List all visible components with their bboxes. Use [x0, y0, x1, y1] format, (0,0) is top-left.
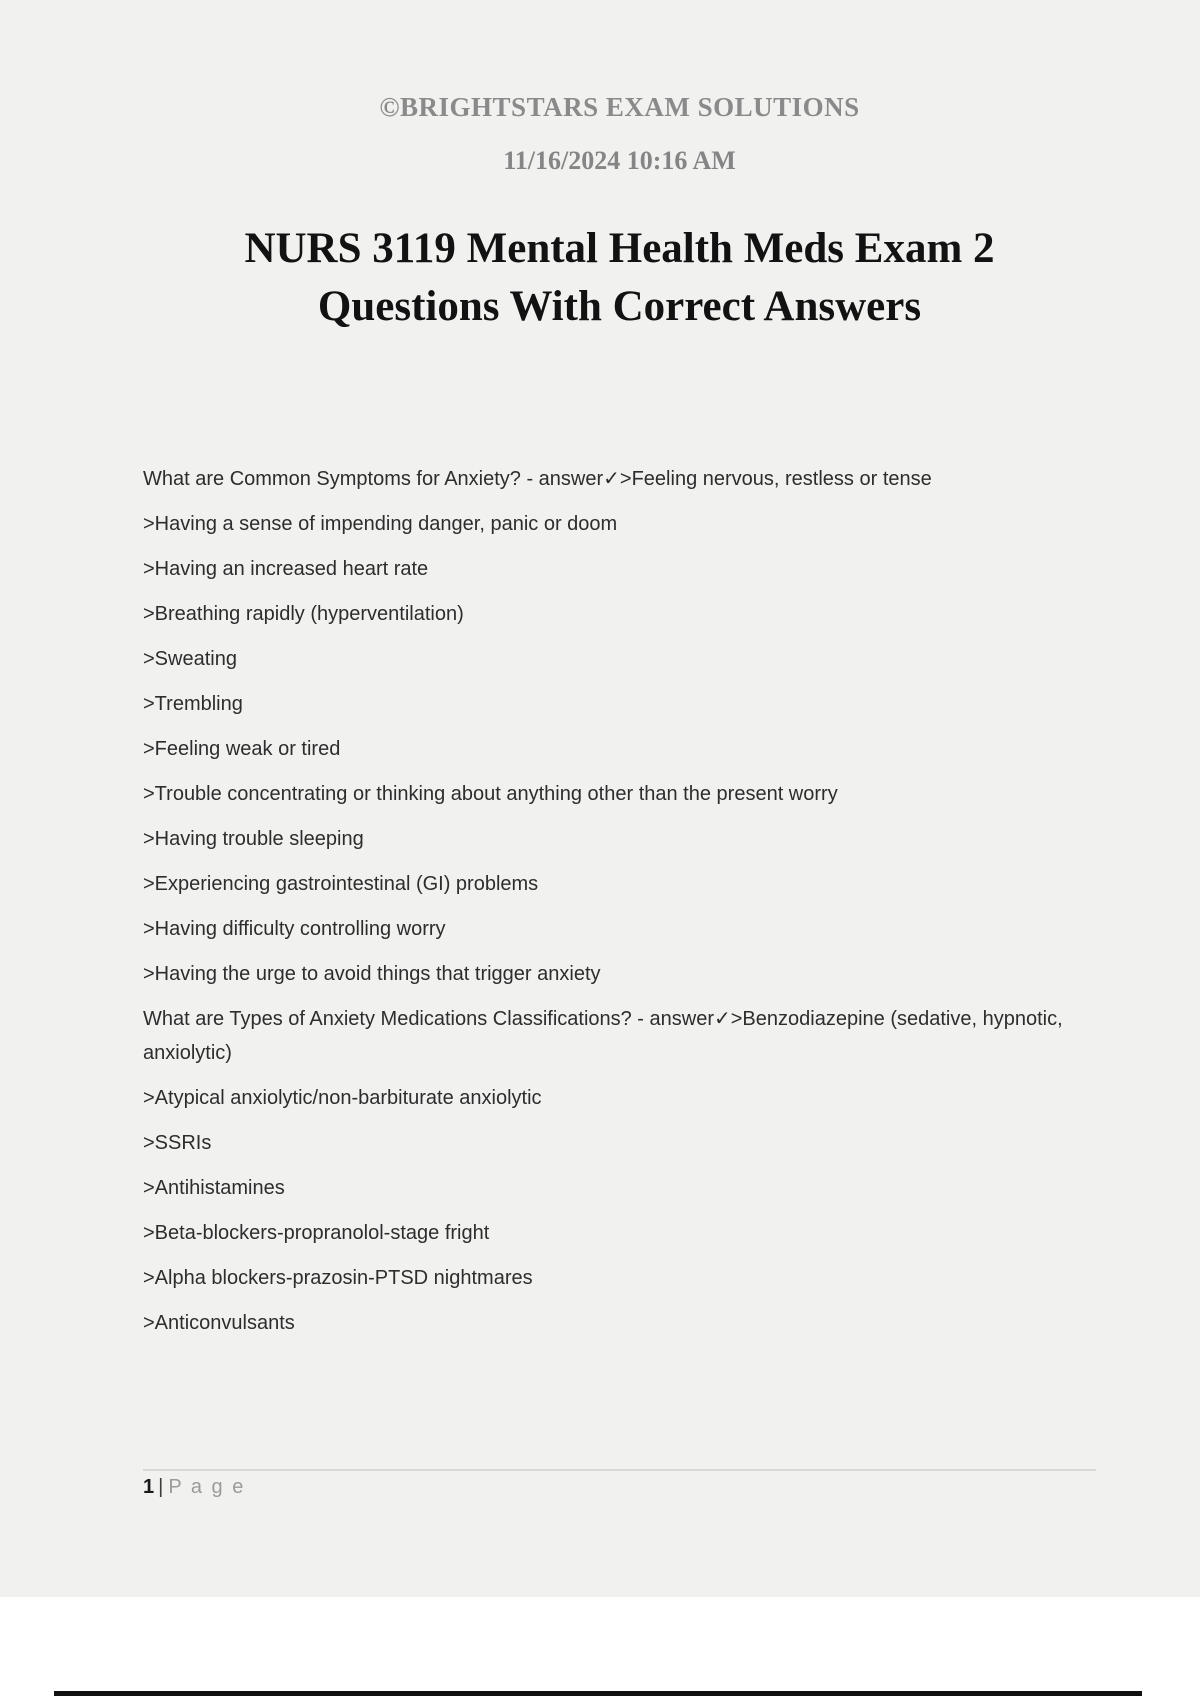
qa-paragraph: >Antihistamines	[143, 1177, 285, 1199]
page-label: P a g e	[168, 1476, 246, 1498]
qa-paragraph: >Having the urge to avoid things that trigger anxiety	[143, 963, 601, 985]
qa-paragraph: >Atypical anxiolytic/non-barbiturate anxiolytic	[143, 1087, 542, 1109]
qa-paragraph: >Having an increased heart rate	[143, 558, 429, 580]
qa-paragraph: What are Common Symptoms for Anxiety? - answer✓>Feeling nervous, restless or tense	[143, 468, 932, 490]
page-footer	[143, 1476, 245, 1499]
footer-divider	[143, 1469, 1096, 1471]
qa-paragraph: >Alpha blockers-prazosin-PTSD nightmares	[143, 1267, 533, 1289]
document-title	[143, 220, 1096, 336]
qa-paragraph: >Having a sense of impending danger, panic or doom	[143, 513, 618, 535]
document-title-line2: Questions With Correct Answers	[317, 283, 922, 330]
watermark-header: ©BRIGHTSTARS EXAM SOLUTIONS	[379, 92, 860, 122]
document-title-line1: NURS 3119 Mental Health Meds Exam 2	[244, 225, 995, 272]
qa-paragraph: >Sweating	[143, 648, 237, 670]
qa-paragraph: >Feeling weak or tired	[143, 738, 341, 760]
page-number-separator: |	[158, 1476, 164, 1498]
page-break-bar	[54, 1691, 1142, 1696]
qa-paragraph: >Trouble concentrating or thinking about anything other than the present worry	[143, 783, 838, 805]
qa-paragraph: >Anticonvulsants	[143, 1312, 295, 1334]
document-body	[143, 462, 1096, 1351]
qa-paragraph: >Having trouble sleeping	[143, 828, 364, 850]
qa-paragraph: >Having difficulty controlling worry	[143, 918, 446, 940]
qa-paragraph: >Beta-blockers-propranolol-stage fright	[143, 1222, 490, 1244]
qa-paragraph: What are Types of Anxiety Medications Classifications? - answer✓>Benzodiazepine (sedative, hypnotic, anxiolytic)	[143, 1008, 1063, 1064]
qa-paragraph: >Breathing rapidly (hyperventilation)	[143, 603, 464, 625]
qa-paragraph: >Trembling	[143, 693, 243, 715]
page-number: 1	[143, 1476, 155, 1498]
qa-paragraph: >Experiencing gastrointestinal (GI) problems	[143, 873, 539, 895]
document-timestamp: 11/16/2024 10:16 AM	[503, 146, 736, 175]
qa-paragraph: >SSRIs	[143, 1132, 212, 1154]
